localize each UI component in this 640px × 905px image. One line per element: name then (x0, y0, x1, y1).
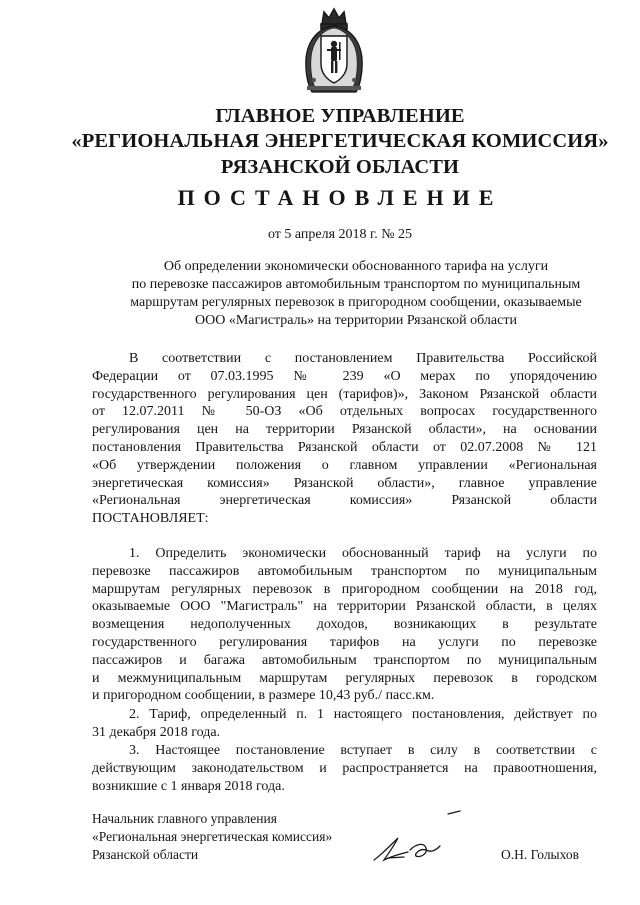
position-line: Рязанской области (92, 847, 199, 862)
clause-line: пассажиров и багажа автомобильным транспортом по муниципальным (92, 652, 597, 668)
preamble-line: ПОСТАНОВЛЯЕТ: (92, 511, 209, 527)
document-type: ПОСТАНОВЛЕНИЕ (177, 185, 503, 210)
clause-1 (92, 545, 597, 705)
document-subject (92, 258, 620, 330)
clause-line: 2. Тариф, определенный п. 1 настоящего постановления, действует по (129, 707, 597, 722)
preamble-line: «Об утверждении положения о главном управлении «Региональная (92, 457, 597, 473)
org-title-line-1: ГЛАВНОЕ УПРАВЛЕНИЕ (215, 105, 465, 127)
clause-line: 31 декабря 2018 года. (92, 724, 221, 740)
coat-of-arms-icon (300, 6, 368, 96)
preamble-line: «Региональная энергетическая комиссия» Рязанской области (92, 493, 597, 509)
position-line: «Региональная энергетическая комиссия» (92, 829, 333, 844)
clause-3 (92, 742, 597, 795)
clause-line: возмещения недополученных доходов, возникающих в результате (92, 617, 597, 633)
preamble-line: государственного регулирования цен (тарифов)», Законом Рязанской области (92, 386, 597, 402)
position-line: Начальник главного управления (92, 811, 277, 826)
preamble-line: от 12.07.2011 № 50-ОЗ «Об отдельных вопросах государственного (92, 404, 597, 420)
clause-line: и пригородном сообщении, в размере 10,43 руб./ пасс.км. (92, 688, 435, 704)
document-date-number: от 5 апреля 2018 г. № 25 (267, 227, 413, 242)
clause-line: 1. Определить экономически обоснованный тариф на услуги по (129, 546, 597, 561)
clause-line: оказываемые ООО "Магистраль" на территории Рязанской области, в целях (92, 599, 597, 615)
clause-line: перевозке пассажиров автомобильным транспортом по муниципальным (92, 563, 597, 579)
clause-2 (92, 706, 597, 742)
clause-line: действующим законодательством и распространяется на правоотношения, (92, 760, 597, 776)
clause-line: государственного регулирования тарифов на услуги по перевозке (92, 634, 597, 650)
preamble-line: Федерации от 07.03.1995 № 239 «О мерах по упорядочению (92, 368, 597, 384)
handwritten-signature-icon (368, 808, 464, 866)
preamble-line: постановления Правительства Рязанской области от 02.07.2008 № 121 (92, 439, 597, 455)
preamble-line: В соответствии с постановлением Правительства Российской (129, 351, 597, 366)
clause-line: и межмуниципальным маршрутам регулярных перевозок в городском (92, 670, 597, 686)
signatory-position (92, 810, 332, 864)
preamble-line: энергетическая комиссия» Рязанской области», главное управление (92, 475, 597, 491)
org-title-line-2: «РЕГИОНАЛЬНАЯ ЭНЕРГЕТИЧЕСКАЯ КОМИССИЯ» (71, 130, 609, 152)
clause-line: маршрутам регулярных перевозок в пригородном сообщении на 2018 год, (92, 581, 597, 597)
preamble-line: регулирования цен на территории Рязанской области», на основании (92, 422, 597, 438)
subject-line: маршрутам регулярных перевозок в пригородном сообщении, оказываемые (130, 295, 582, 310)
clause-line: 3. Настоящее постановление вступает в силу в соответствии с (129, 743, 597, 758)
subject-line: ООО «Магистраль» на территории Рязанской области (195, 313, 517, 328)
signatory-name: О.Н. Голыхов (501, 847, 579, 862)
org-title-line-3: РЯЗАНСКОЙ ОБЛАСТИ (220, 156, 460, 178)
preamble-paragraph (92, 350, 597, 528)
subject-line: Об определении экономически обоснованного тарифа на услуги (163, 259, 549, 274)
clause-line: возникшие с 1 января 2018 года. (92, 778, 285, 794)
subject-line: по перевозке пассажиров автомобильным транспортом по муниципальным (131, 277, 581, 292)
